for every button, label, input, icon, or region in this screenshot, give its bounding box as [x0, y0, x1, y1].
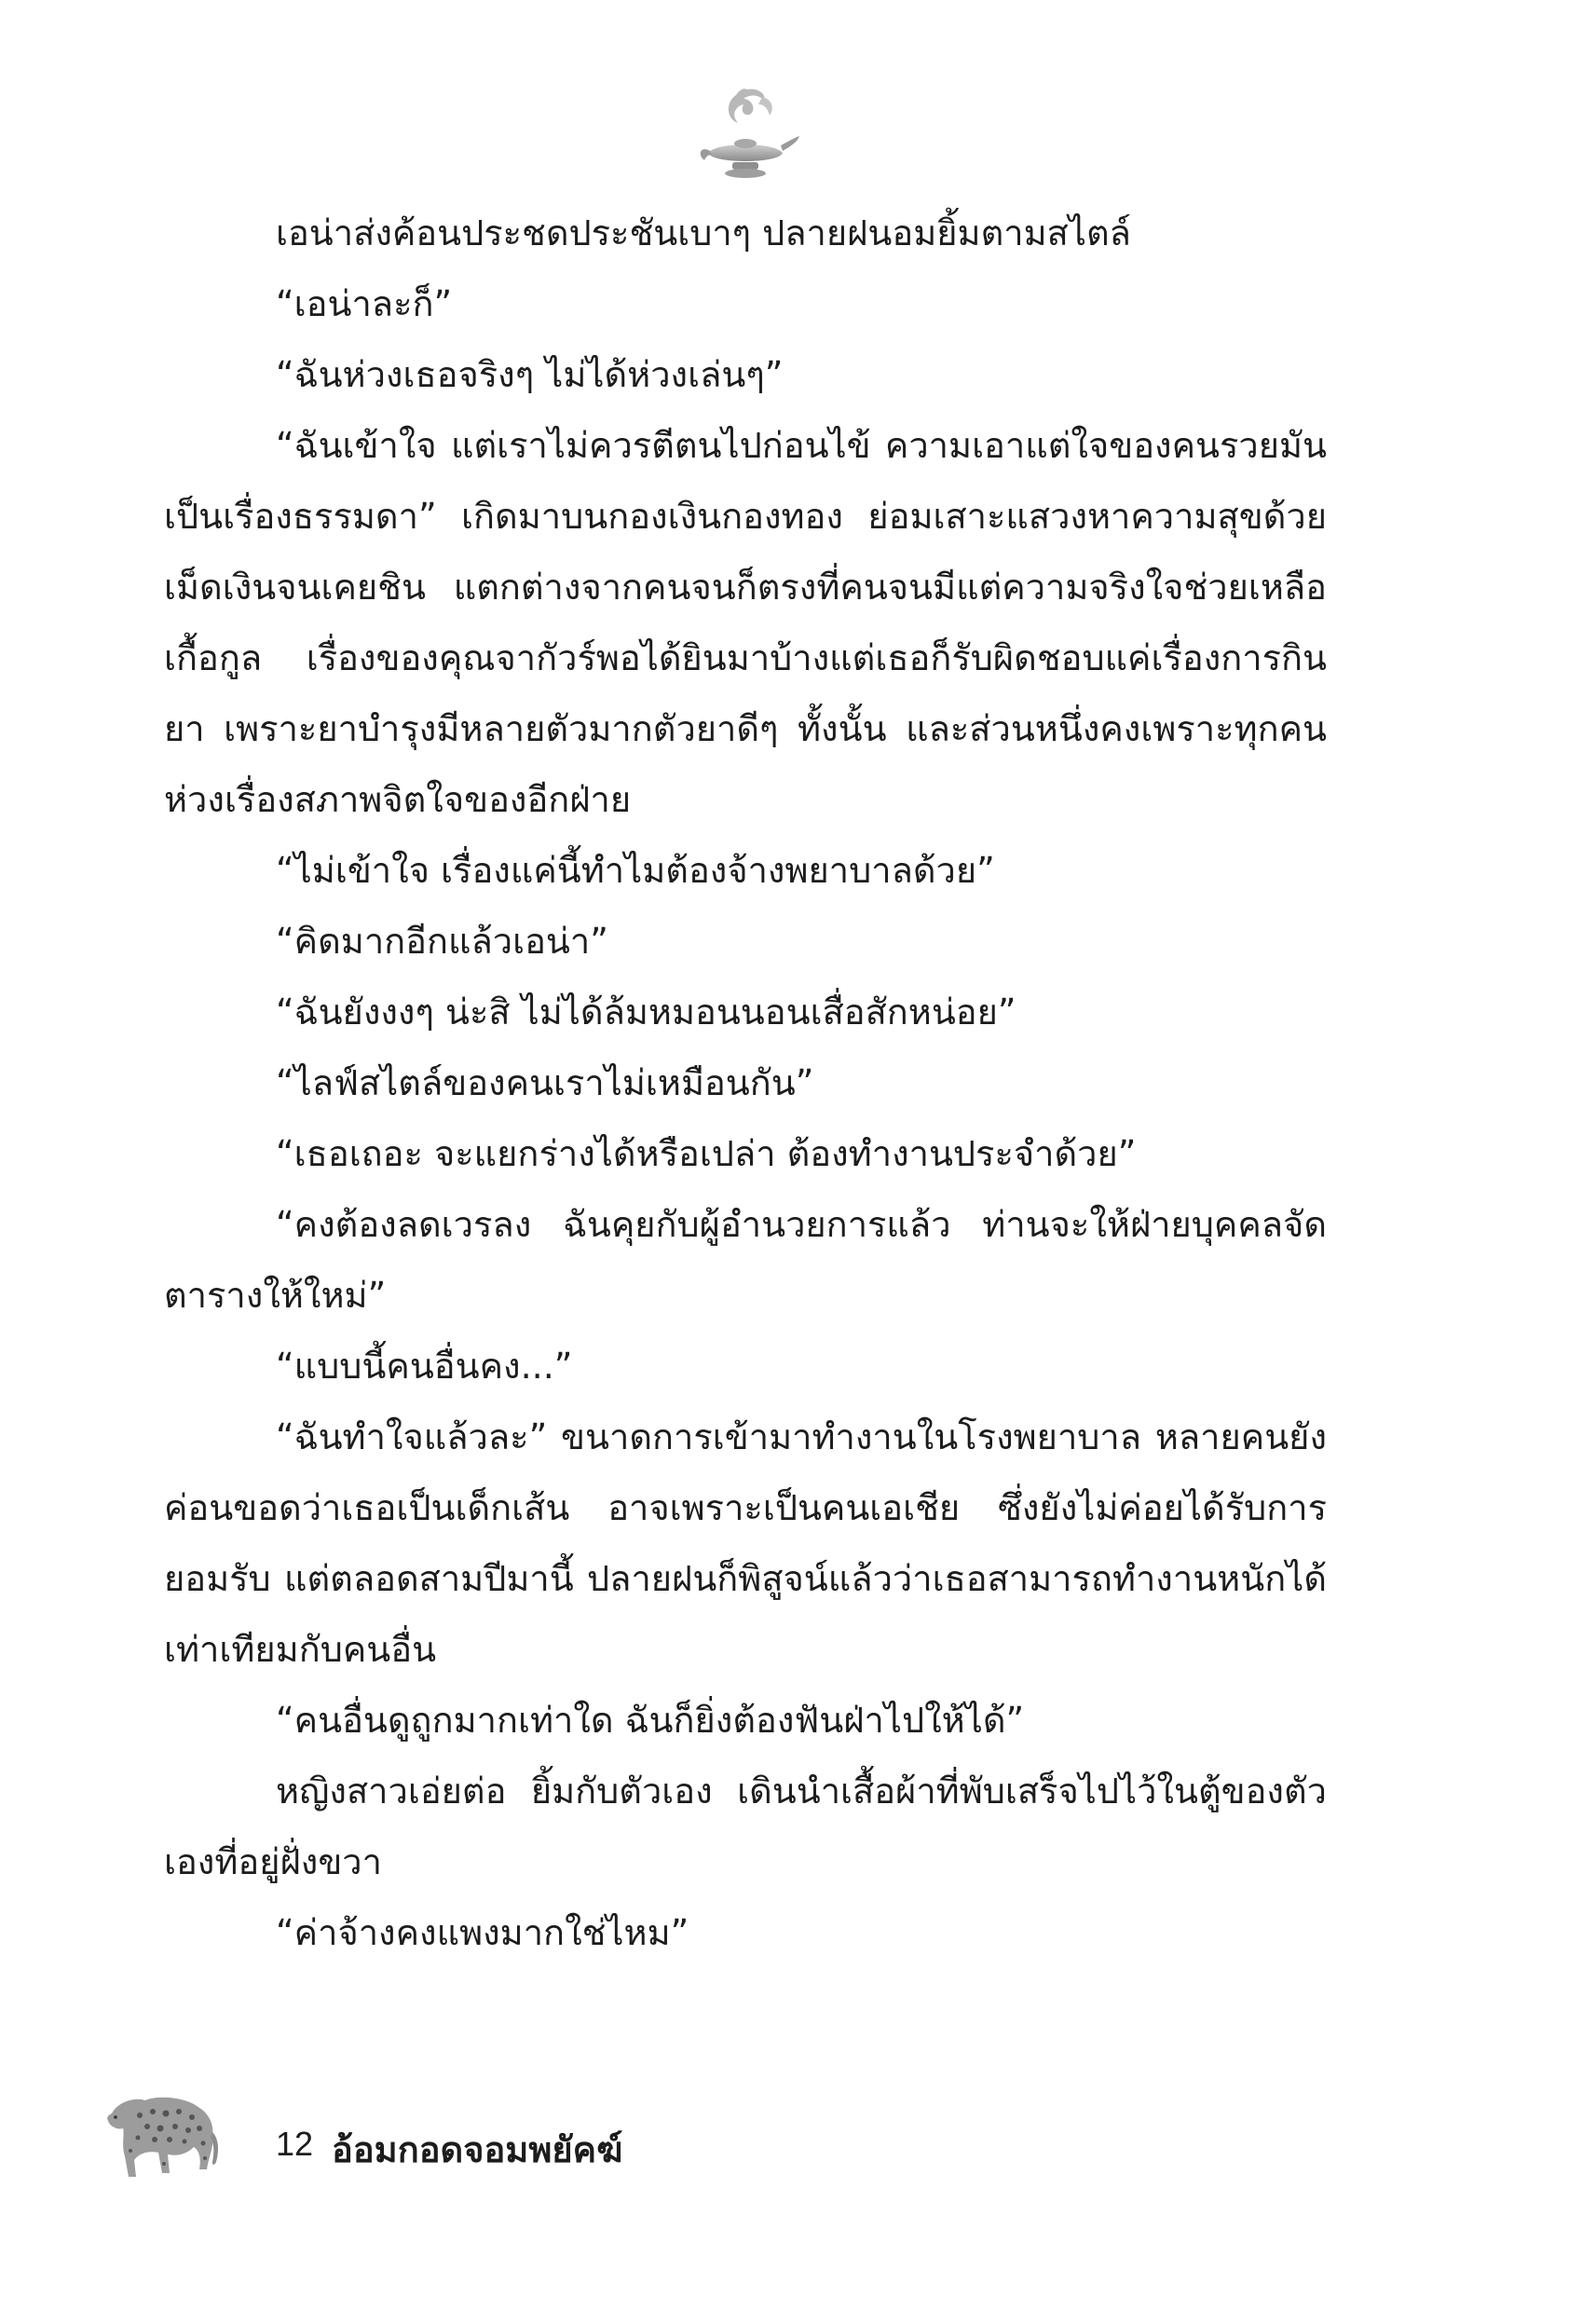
- leopard-icon: [102, 2076, 224, 2188]
- paragraph: “ค่าจ้างคงแพงมากใช่ไหม”: [276, 1912, 689, 1953]
- book-title: อ้อมกอดจอมพยัคฆ์: [332, 2129, 623, 2170]
- paragraph: “เธอเถอะ จะแยกร่างได้หรือเปล่า ต้องทำงานประจำด้วย”: [276, 1133, 1137, 1174]
- paragraph: “คงต้องลดเวรลง ฉันคุยกับผู้อำนวยการแล้ว ท่านจะให้ฝ่ายบุคคลจัดตารางให้ใหม่”: [164, 1204, 1327, 1316]
- paragraph: เอน่าส่งค้อนประชดประชันเบาๆ ปลายฝนอมยิ้มตามสไตล์: [276, 212, 1131, 253]
- paragraph: “ฉันยังงงๆ น่ะสิ ไม่ได้ล้มหมอนนอนเสื่อสักหน่อย”: [276, 991, 1016, 1032]
- paragraph: “แบบนี้คนอื่นคง...”: [276, 1346, 573, 1387]
- page-footer: [102, 2076, 941, 2197]
- paragraph: หญิงสาวเอ่ยต่อ ยิ้มกับตัวเอง เดินนำเสื้อผ้าที่พับเสร็จไปไว้ในตู้ของตัวเองที่อยู่ฝั่งขวา: [164, 1771, 1327, 1882]
- paragraph: “เอน่าละก็”: [276, 283, 453, 324]
- genie-lamp-icon: [689, 86, 801, 188]
- paragraph: “ฉันทำใจแล้วละ” ขนาดการเข้ามาทำงานในโรงพยาบาล หลายคนยังค่อนขอดว่าเธอเป็นเด็กเส้น อาจเพราะเป็นคนเอเชีย ซึ่งยังไม่ค่อยได้รับการยอมรับ แต่ตลอดสามปีมานี้ ปลายฝนก็พิสูจน์แล้วว่าเธอสามารถทำงานหนักได้เท่าเทียมกับคนอื่น: [164, 1416, 1327, 1670]
- paragraph: “คนอื่นดูถูกมากเท่าใด ฉันก็ยิ่งต้องฟันฝ่าไปให้ได้”: [276, 1700, 1025, 1741]
- body-text: [164, 198, 1327, 1968]
- paragraph: “ไลฟ์สไตล์ของคนเราไม่เหมือนกัน”: [276, 1062, 814, 1103]
- paragraph: “ฉันเข้าใจ แต่เราไม่ควรตีตนไปก่อนไข้ ความเอาแต่ใจของคนรวยมันเป็นเรื่องธรรมดา” เกิดมาบนกองเงินกองทอง ย่อมเสาะแสวงหาความสุขด้วยเม็ดเงินจนเคยชิน แตกต่างจากคนจนก็ตรงที่คนจนมีแต่ความจริงใจช่วยเหลือเกื้อกูล เรื่องของคุณจากัวร์พอได้ยินมาบ้างแต่เธอก็รับผิดชอบแค่เรื่องการกินยา เพราะยาบำรุงมีหลายตัวมากตัวยาดีๆ ทั้งนั้น และส่วนหนึ่งคงเพราะทุกคนห่วงเรื่องสภาพจิตใจของอีกฝ่าย: [164, 425, 1327, 820]
- paragraph: “คิดมากอีกแล้วเอน่า”: [276, 921, 608, 962]
- page-number: 12: [276, 2125, 314, 2163]
- paragraph: “ฉันห่วงเธอจริงๆ ไม่ได้ห่วงเล่นๆ”: [276, 354, 784, 395]
- paragraph: “ไม่เข้าใจ เรื่องแค่นี้ทำไมต้องจ้างพยาบาลด้วย”: [276, 850, 995, 891]
